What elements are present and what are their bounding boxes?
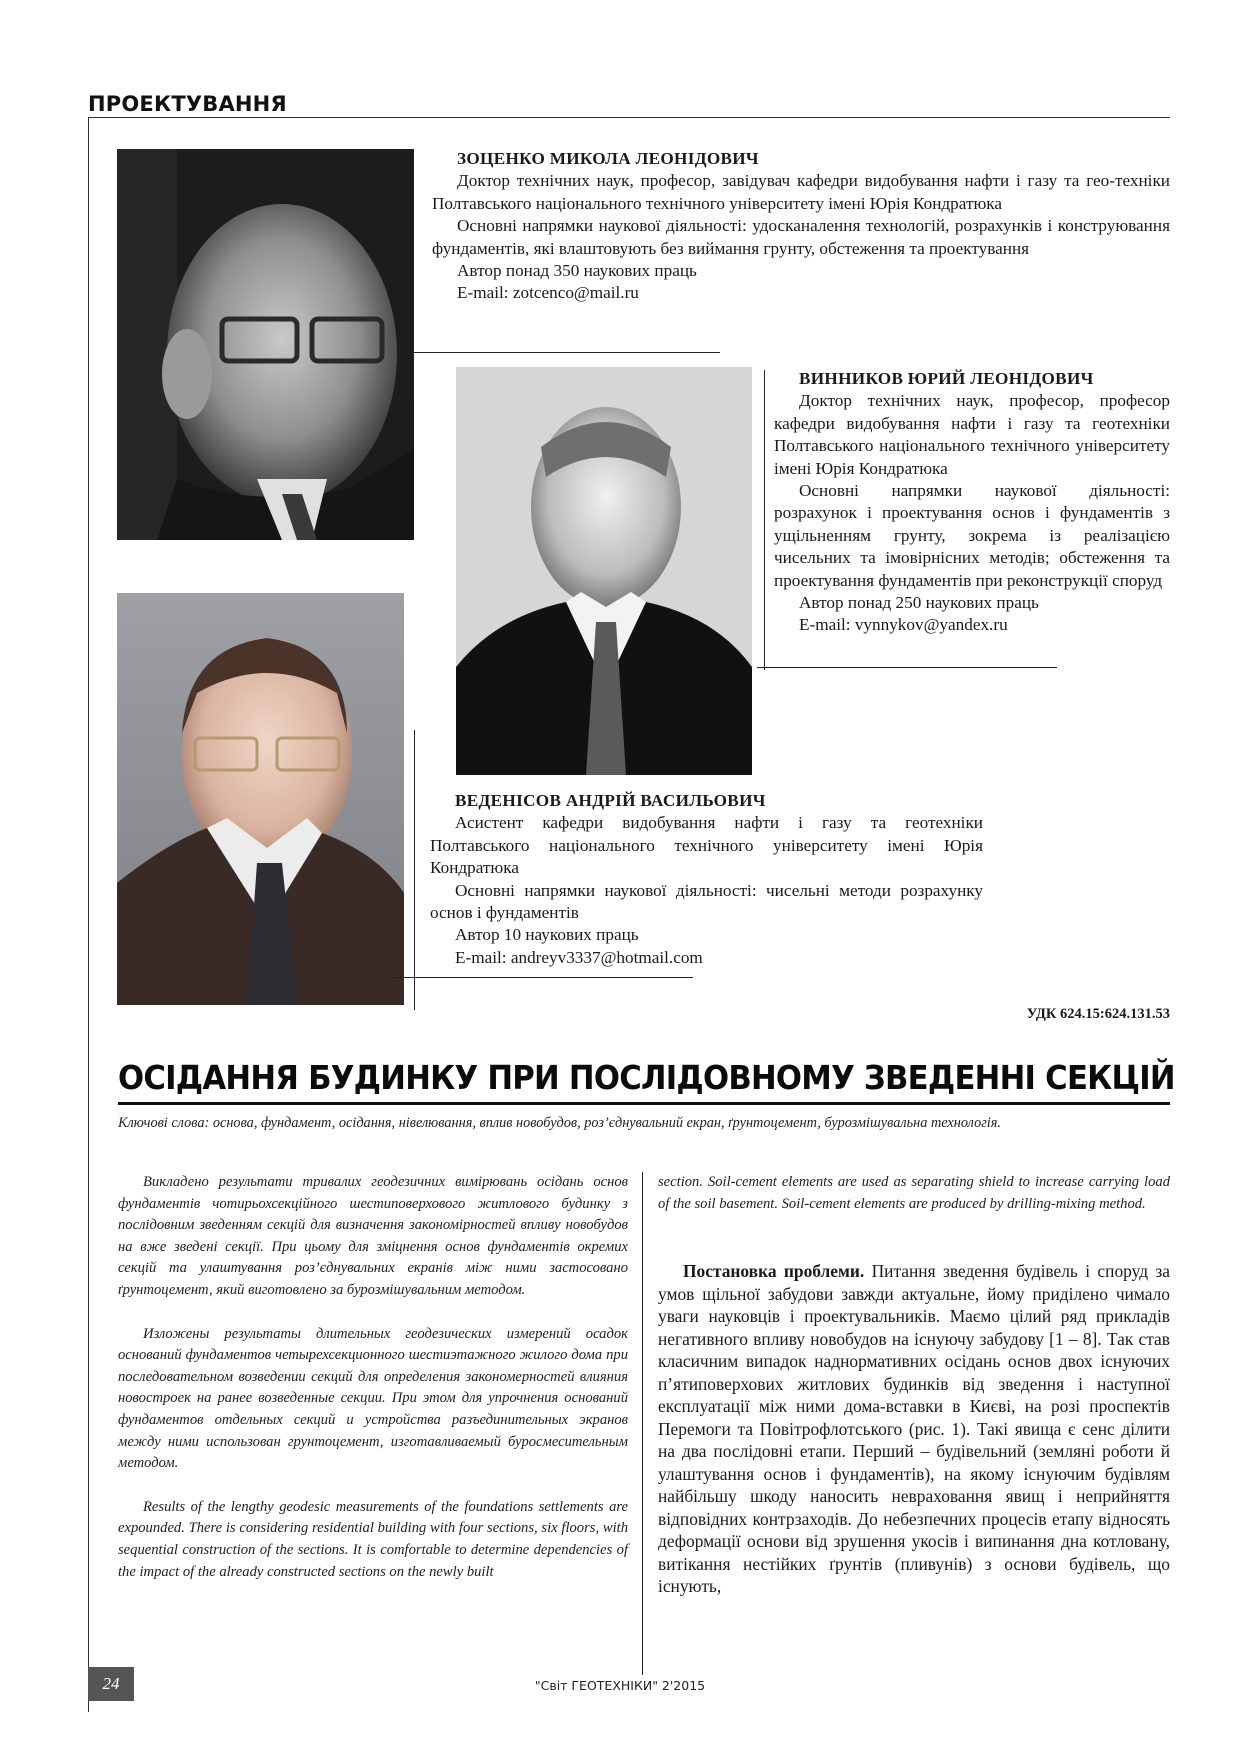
author-bio-zotsenko — [432, 148, 1170, 305]
column-divider — [642, 1172, 643, 1675]
abstract-english-end: section. Soil-cement elements are used as separating shield to increase carrying load of the soil basement. Soil-cement elements are produced by drilling-mixing method. — [658, 1174, 1170, 1212]
page-left-rule — [88, 117, 89, 1712]
author-publications: Автор понад 250 наукових праць — [799, 593, 1039, 613]
bio-frame-line — [757, 667, 1057, 668]
bio-frame-line — [764, 370, 765, 670]
author-email: E-mail: zotcenco@mail.ru — [457, 283, 639, 303]
portrait-image-icon — [117, 593, 404, 1005]
article-title: ОСІДАННЯ БУДИНКУ ПРИ ПОСЛІДОВНОМУ ЗВЕДЕННІ СЕКЦІЙ — [118, 1058, 1175, 1097]
author-bio-vynnykov — [774, 368, 1170, 637]
title-rule — [118, 1102, 1170, 1105]
abstract-ukrainian: Викладено результати тривалих геодезичних вимірювань осідань основ фундаментів чотирьохсекційного шестиповерхового житлового будинку з послідовним зведенням секцій для визначення закономірностей впливу новобудов на вже зведені секції. При цьому для зміцнення основ фундаментів окремих секцій та улаштування роз’єднувальних екранів між ними застосовано ґрунтоцемент, який виготовлено за бурозмішувальним методом. — [118, 1174, 628, 1298]
author-position: Асистент кафедри видобування нафти і газу та геотехніки Полтавського національного технічного університету імені Юрія Кондратюка — [430, 813, 983, 878]
header-rule — [88, 117, 1170, 118]
udk-code: УДК 624.15:624.131.53 — [1026, 1006, 1170, 1022]
body-heading: Постановка проблеми. — [683, 1261, 865, 1281]
keywords: Ключові слова: основа, фундамент, осідання, нівелювання, вплив новобудов, роз’єднувальний екран, ґрунтоцемент, бурозмішувальна технологія. — [118, 1115, 1001, 1131]
bio-frame-line — [413, 150, 414, 400]
body-text: Питання зведення будівель і споруд за умов щільної забудови завжди актуальне, йому приділено чимало уваги науковців і проектувальників. Маємо цілий ряд прикладів негативного впливу новобудов на існуючу забудову [1 – 8]. Так став класичним випадок наднормативних осідань основ двох існуючих п’ятиповерхових житлових будинків від зведення і наступної експлуатації між ними дома-вставки в Києві, на розі проспектів Перемоги та Повітрофлотського (рис. 1). Такі явища є сенс ділити на два послідовні етапи. Перший – будівельний (земляні роботи й улаштування основ і фундаментів), на якому існуючим будівлям найбільшу шкоду наносить невраховання явищ і неприйняття відповідних контрзаходів. До небезпечних процесів етапу відносять деформації основи від зрушення укосів і випинання дна котловану, витікання нестійких ґрунтів (пливунів) з основи будівель, що існують, — [658, 1261, 1170, 1596]
author-name: ВИННИКОВ ЮРИЙ ЛЕОНІДОВИЧ — [799, 369, 1094, 388]
author-photo-vynnykov — [456, 367, 752, 775]
author-photo-zotsenko — [117, 149, 414, 540]
article-body — [658, 1260, 1170, 1598]
author-position: Доктор технічних наук, професор, завідувач кафедри видобування нафти і газу та гео-техніки Полтавського національного технічного університету імені Юрія Кондратюка — [432, 171, 1170, 213]
section-title: ПРОЕКТУВАННЯ — [88, 92, 287, 116]
author-name: ЗОЦЕНКО МИКОЛА ЛЕОНІДОВИЧ — [457, 149, 759, 168]
page-number: 24 — [88, 1667, 134, 1701]
author-email: E-mail: vynnykov@yandex.ru — [799, 615, 1008, 635]
author-publications: Автор понад 350 наукових праць — [457, 261, 697, 281]
author-research: Основні напрямки наукової діяльності: розрахунок і проектування основ і фундаментів з ущільненням грунту, зокрема із реалізацією чисельних та імовірнісних методів; обстеження та проектування фундаментів при реконструкції споруд — [774, 481, 1170, 590]
abstract-column — [118, 1172, 628, 1583]
author-bio-vedenisov — [430, 790, 983, 969]
author-photo-vedenisov — [117, 593, 404, 1005]
body-paragraph — [658, 1260, 1170, 1598]
portrait-image-icon — [117, 149, 414, 540]
bio-frame-line — [393, 977, 693, 978]
author-name: ВЕДЕНІСОВ АНДРІЙ ВАСИЛЬОВИЧ — [455, 791, 766, 810]
author-research: Основні напрямки наукової діяльності: удосканалення технологій, розрахунків і конструювання фундаментів, які влаштовують без виймання грунту, обстеження та проектування — [432, 216, 1170, 258]
abstract-english: Results of the lengthy geodesic measurements of the foundations settlements are expounded. There is considering residential building with four sections, six floors, with sequential construction of the sections. It is comfortable to determine dependencies of the impact of the already constructed sections on the newly built — [118, 1498, 628, 1580]
abstract-russian: Изложены результаты длительных геодезических измерений осадок оснований фундаментов четырехсекционного шестиэтажного жилого дома при последовательном возведении секций для определения закономерностей влияния новостроек на ранее возведенные секции. При этом для упрочнения оснований фундаментов отдельных секций и устройства разъединительных экранов между ними использован грунтоцемент, изготавливаемый буросмесительным методом. — [118, 1325, 628, 1472]
abstract-english-continued — [658, 1172, 1170, 1215]
bio-frame-line — [414, 352, 720, 353]
author-email: E-mail: andreyv3337@hotmail.com — [455, 947, 703, 967]
journal-footer: "Світ ГЕОТЕХНІКИ" 2'2015 — [534, 1678, 706, 1693]
portrait-image-icon — [456, 367, 752, 775]
bio-frame-line — [414, 730, 415, 1010]
author-research: Основні напрямки наукової діяльності: чисельні методи розрахунку основ і фундаментів — [430, 880, 983, 923]
author-publications: Автор 10 наукових праць — [455, 925, 639, 945]
author-position: Доктор технічних наук, професор, професор кафедри видобування нафти і газу та геотехніки Полтавського національного технічного університету імені Юрія Кондратюка — [774, 391, 1170, 478]
